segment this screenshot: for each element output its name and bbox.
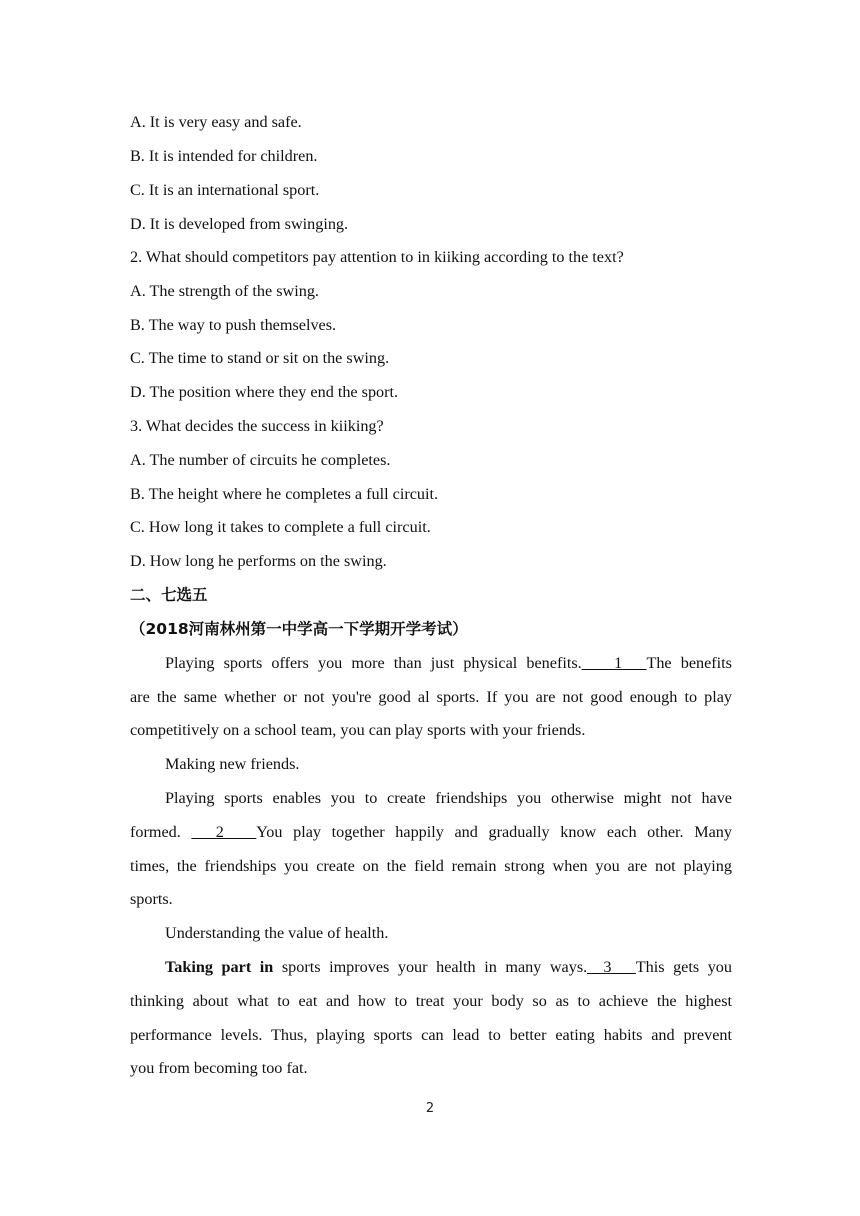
passage-p3-line2: thinking about what to eat and how to treat your body so as to achieve the highest [130,992,732,1010]
passage-p1-line3: competitively on a school team, you can play sports with your friends. [130,721,586,739]
section-source: （2018河南林州第一中学高一下学期开学考试） [130,620,468,638]
q2-question: 2. What should competitors pay attention to in kiiking according to the text? [130,248,624,266]
passage-text: This gets you [635,958,732,976]
subheading-making-friends: Making new friends. [165,755,300,773]
q3-question: 3. What decides the success in kiiking? [130,417,384,435]
passage-p3-line1 [165,957,732,977]
passage-text: formed. [130,823,181,841]
passage-p2-line4: sports. [130,890,173,908]
subheading-health: Understanding the value of health. [165,924,389,942]
q2-option-c: C. The time to stand or sit on the swing. [130,349,390,367]
passage-text: Playing sports offers you more than just physical benefits. [165,654,582,672]
answer-blank-1: ____1___ [581,654,647,672]
passage-text: You play together happily and gradually know each other. Many [256,823,732,841]
q3-option-c: C. How long it takes to complete a full circuit. [130,518,431,536]
passage-p1-line1 [165,653,732,673]
q2-option-b: B. The way to push themselves. [130,316,337,334]
passage-p2-line2 [130,822,732,842]
passage-text: sports improves your health in many ways. [281,958,588,976]
answer-blank-2: ___2____ [191,823,257,841]
q3-option-a: A. The number of circuits he completes. [130,451,391,469]
q1-option-a: A. It is very easy and safe. [130,113,302,131]
q3-option-d: D. How long he performs on the swing. [130,552,387,570]
q1-option-b: B. It is intended for children. [130,147,318,165]
answer-blank-3: __3___ [587,958,636,976]
passage-text: The benefits [646,654,732,672]
q2-option-d: D. The position where they end the sport. [130,383,399,401]
passage-p2-line1: Playing sports enables you to create friendships you otherwise might not have [165,789,732,807]
passage-p2-line3: times, the friendships you create on the field remain strong when you are not playing [130,857,732,875]
bold-phrase: Taking part in [165,958,274,976]
section-heading: 二、七选五 [130,586,208,604]
q1-option-d: D. It is developed from swinging. [130,215,349,233]
passage-p3-line4: you from becoming too fat. [130,1059,308,1077]
q3-option-b: B. The height where he completes a full circuit. [130,485,439,503]
page-number: 2 [425,1101,435,1116]
passage-p3-line3: performance levels. Thus, playing sports can lead to better eating habits and prevent [130,1026,732,1044]
passage-p1-line2: are the same whether or not you're good al sports. If you are not good enough to play [130,688,732,706]
q2-option-a: A. The strength of the swing. [130,282,319,300]
q1-option-c: C. It is an international sport. [130,181,320,199]
